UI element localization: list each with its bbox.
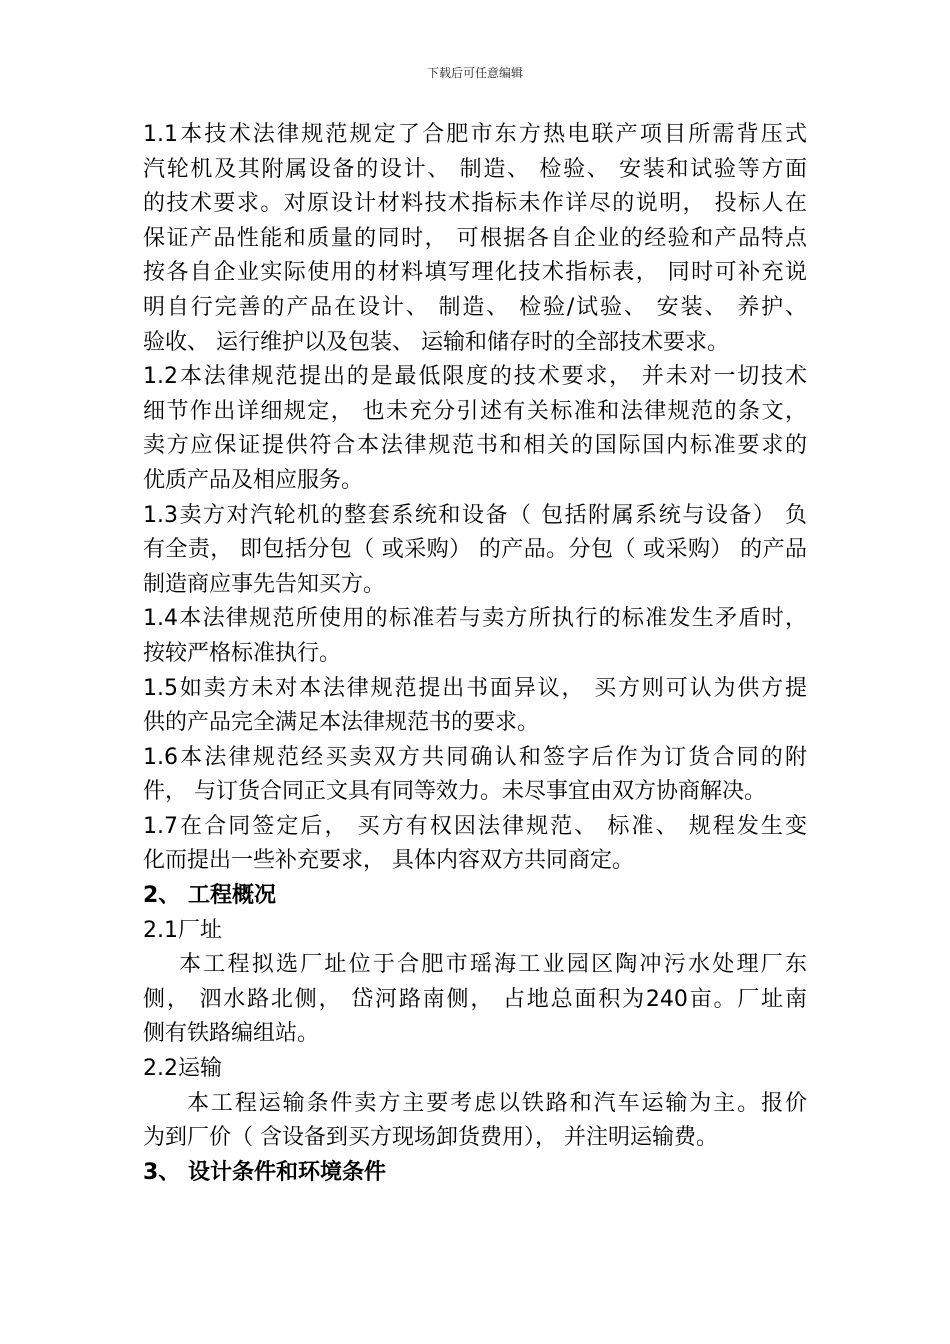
text-line: 2.2运输 (143, 1056, 222, 1082)
text-line: 1.4本法律规范所使用的标准若与卖方所执行的标准发生矛盾时， (143, 606, 807, 632)
text-line: 卖方应保证提供符合本法律规范书和相关的国际国内标准要求的 (143, 433, 807, 459)
text-line: 化而提出一些补充要求， 具体内容双方共同商定。 (143, 848, 634, 874)
text-line: 汽轮机及其附属设备的设计、 制造、 检验、 安装和试验等方面 (143, 156, 807, 182)
page-header-note: 下载后可任意编辑 (426, 66, 523, 80)
text-line: 明自行完善的产品在设计、 制造、 检验/试验、 安装、 养护、 (143, 294, 807, 320)
text-line: 本工程拟选厂址位于合肥市瑶海工业园区陶冲污水处理厂东 (179, 952, 807, 978)
text-line: 本工程运输条件卖方主要考虑以铁路和汽车运输为主。报价 (187, 1090, 807, 1116)
text-line: 的技术要求。对原设计材料技术指标未作详尽的说明， 投标人在 (143, 191, 807, 217)
text-line: 为到厂价（ 含设备到买方现场卸货费用）， 并注明运输费。 (143, 1125, 718, 1151)
section-heading: 2、 工程概况 (143, 883, 276, 909)
text-line: 件， 与订货合同正文具有同等效力。未尽事宜由双方协商解决。 (143, 779, 766, 805)
text-line: 制造商应事先告知买方。 (143, 571, 386, 597)
text-line: 1.3卖方对汽轮机的整套系统和设备（ 包括附属系统与设备） 负 (143, 502, 807, 528)
text-line: 有全责， 即包括分包（ 或采购） 的产品。分包（ 或采购） 的产品 (143, 537, 807, 563)
text-line: 1.5如卖方未对本法律规范提出书面异议， 买方则可认为供方提 (143, 675, 807, 701)
text-line: 按各自企业实际使用的材料填写理化技术指标表， 同时可补充说 (143, 260, 807, 286)
document-body (143, 118, 807, 1190)
text-line: 侧有铁路编组站。 (143, 1021, 320, 1047)
text-line: 1.1本技术法律规范规定了合肥市东方热电联产项目所需背压式 (143, 122, 807, 147)
text-line: 按较严格标准执行。 (143, 640, 342, 666)
text-line: 验收、 运行维护以及包装、 运输和储存时的全部技术要求。 (143, 329, 729, 355)
section-heading: 3、 设计条件和环境条件 (143, 1159, 386, 1185)
text-line: 侧， 泗水路北侧， 岱河路南侧， 占地总面积为240亩。厂址南 (143, 986, 807, 1012)
text-line: 保证产品性能和质量的同时， 可根据各自企业的经验和产品特点 (143, 225, 807, 251)
text-line: 1.2本法律规范提出的是最低限度的技术要求， 并未对一切技术 (143, 364, 807, 390)
text-line: 2.1厂址 (143, 917, 222, 943)
text-line: 供的产品完全满足本法律规范书的要求。 (143, 710, 540, 736)
text-line: 1.6本法律规范经买卖双方共同确认和签字后作为订货合同的附 (143, 744, 807, 770)
text-line: 细节作出详细规定， 也未充分引述有关标准和法律规范的条文， (143, 398, 807, 424)
text-line: 1.7在合同签定后， 买方有权因法律规范、 标准、 规程发生变 (143, 813, 807, 839)
text-line: 优质产品及相应服务。 (143, 467, 364, 493)
